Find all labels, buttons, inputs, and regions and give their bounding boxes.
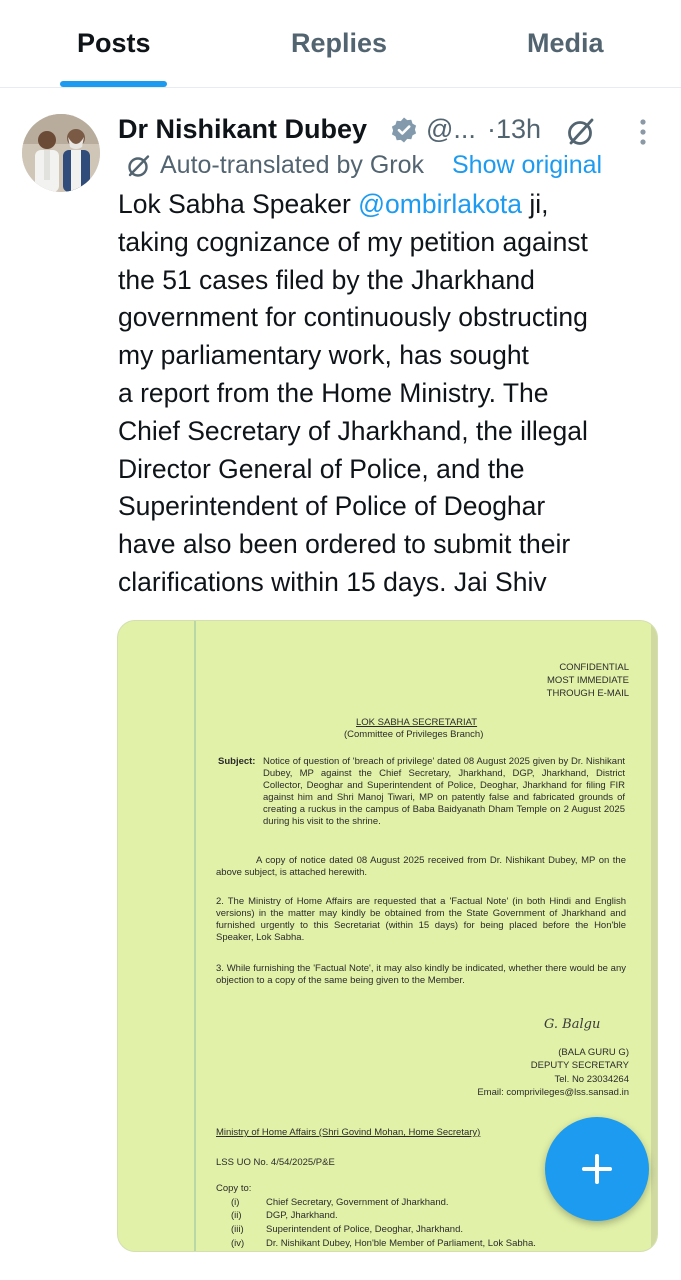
post-text-line: taking cognizance of my petition against	[118, 226, 588, 257]
doc-uo-number: LSS UO No. 4/54/2025/P&E	[216, 1157, 335, 1168]
compose-button[interactable]	[545, 1117, 649, 1221]
doc-most-immediate: MOST IMMEDIATE	[547, 675, 629, 686]
doc-signature: G. Balgu	[544, 1017, 601, 1032]
doc-subject-label: Subject:	[218, 756, 256, 767]
post-text-line: Lok Sabha Speaker @ombirlakota ji,	[118, 189, 549, 219]
doc-copy-to-label: Copy to:	[216, 1183, 252, 1194]
doc-copy-to-num: (iii)	[231, 1224, 244, 1235]
post-text	[118, 186, 663, 602]
post-text-line: my parliamentary work, has sought	[118, 340, 529, 371]
post-text-line: have also been ordered to submit their	[118, 529, 571, 560]
author-name[interactable]: Dr Nishikant Dubey	[118, 114, 368, 144]
post-text-line: government for continuously obstructing	[118, 302, 588, 333]
author-handle[interactable]: @...	[426, 114, 476, 144]
doc-org-branch: (Committee of Privileges Branch)	[344, 729, 484, 740]
tab-replies[interactable]: Replies	[291, 28, 388, 58]
post-text-line: a report from the Home Ministry. The	[118, 377, 549, 408]
tab-posts[interactable]: Posts	[77, 28, 151, 58]
doc-copy-to-item: Superintendent of Police, Deoghar, Jharkhand.	[266, 1224, 463, 1235]
doc-copy-to-item: Dr. Nishikant Dubey, Hon'ble Member of Parliament, Lok Sabha.	[266, 1238, 536, 1249]
doc-paragraph-1: A copy of notice dated 08 August 2025 received from Dr. Nishikant Dubey, MP on the above subject, is attached herewith.	[216, 855, 626, 878]
doc-copy-to-item: Chief Secretary, Government of Jharkhand.	[266, 1197, 449, 1208]
doc-subject-text: Notice of question of 'breach of privilege' dated 08 August 2025 given by Dr. Nishikant Dubey, MP against the Chief Secretary, Jharkhand, DGP, Jharkhand, District Collector, Deoghar and Superintendent of Police, Deoghar, Jharkhand for filing FIR against him and Shri Manoj Tiwari, MP on patently false and fabricated grounds of creating a ruckus in the campus of Baba Baidyanath Dham Temple on 2 August 2025 during his visit to the shrine.	[263, 756, 625, 827]
doc-paragraph-2: 2. The Ministry of Home Affairs are requested that a 'Factual Note' (in both Hindi and English versions) in the matter may kindly be obtained from the State Government of Jharkhand and furnished urgently to this Secretariat (within 15 days) for being placed before the Hon'ble Speaker, Lok Sabha.	[216, 896, 626, 943]
doc-copy-to-num: (ii)	[231, 1210, 242, 1221]
active-tab-indicator	[60, 81, 167, 87]
doc-addressee: Ministry of Home Affairs (Shri Govind Mohan, Home Secretary)	[216, 1127, 481, 1138]
tab-media[interactable]: Media	[527, 28, 604, 58]
post-text-line: clarifications within 15 days. Jai Shiv	[118, 566, 547, 597]
doc-through-email: THROUGH E-MAIL	[546, 688, 629, 699]
doc-copy-to-num: (iv)	[231, 1238, 245, 1249]
more-vertical-icon[interactable]	[638, 118, 648, 146]
show-original-link[interactable]: Show original	[452, 151, 603, 179]
grok-icon	[126, 153, 152, 179]
post-text-line: Director General of Police, and the	[118, 453, 525, 484]
doc-telephone: Tel. No 23034264	[554, 1074, 629, 1085]
doc-org-title: LOK SABHA SECRETARIAT	[356, 717, 478, 728]
grok-icon[interactable]	[565, 116, 597, 148]
avatar[interactable]	[22, 114, 100, 192]
post-text-line: Chief Secretary of Jharkhand, the illegal	[118, 415, 588, 446]
verified-badge-icon	[390, 116, 418, 144]
doc-copy-to-item: DGP, Jharkhand.	[266, 1210, 338, 1221]
doc-signatory: (BALA GURU G)	[558, 1047, 629, 1058]
translation-label: Auto-translated by Grok	[160, 151, 425, 179]
doc-designation: DEPUTY SECRETARY	[530, 1060, 629, 1071]
doc-email: Email: comprivileges@lss.sansad.in	[477, 1087, 629, 1098]
post-header	[118, 110, 658, 150]
doc-paragraph-3: 3. While furnishing the 'Factual Note', it may also kindly be indicated, whether there would be any objection to a copy of the same being given to the Member.	[216, 963, 626, 986]
doc-copy-to-num: (i)	[231, 1197, 240, 1208]
doc-confidential: CONFIDENTIAL	[559, 662, 629, 673]
post-text-line: Superintendent of Police of Deoghar	[118, 491, 546, 522]
mention-link[interactable]: @ombirlakota	[358, 189, 523, 219]
post-text-line: the 51 cases filed by the Jharkhand	[118, 264, 535, 295]
post-timestamp[interactable]: ·13h	[487, 114, 542, 144]
bottom-nav-edge	[0, 1262, 681, 1280]
profile-tabs	[0, 0, 681, 88]
